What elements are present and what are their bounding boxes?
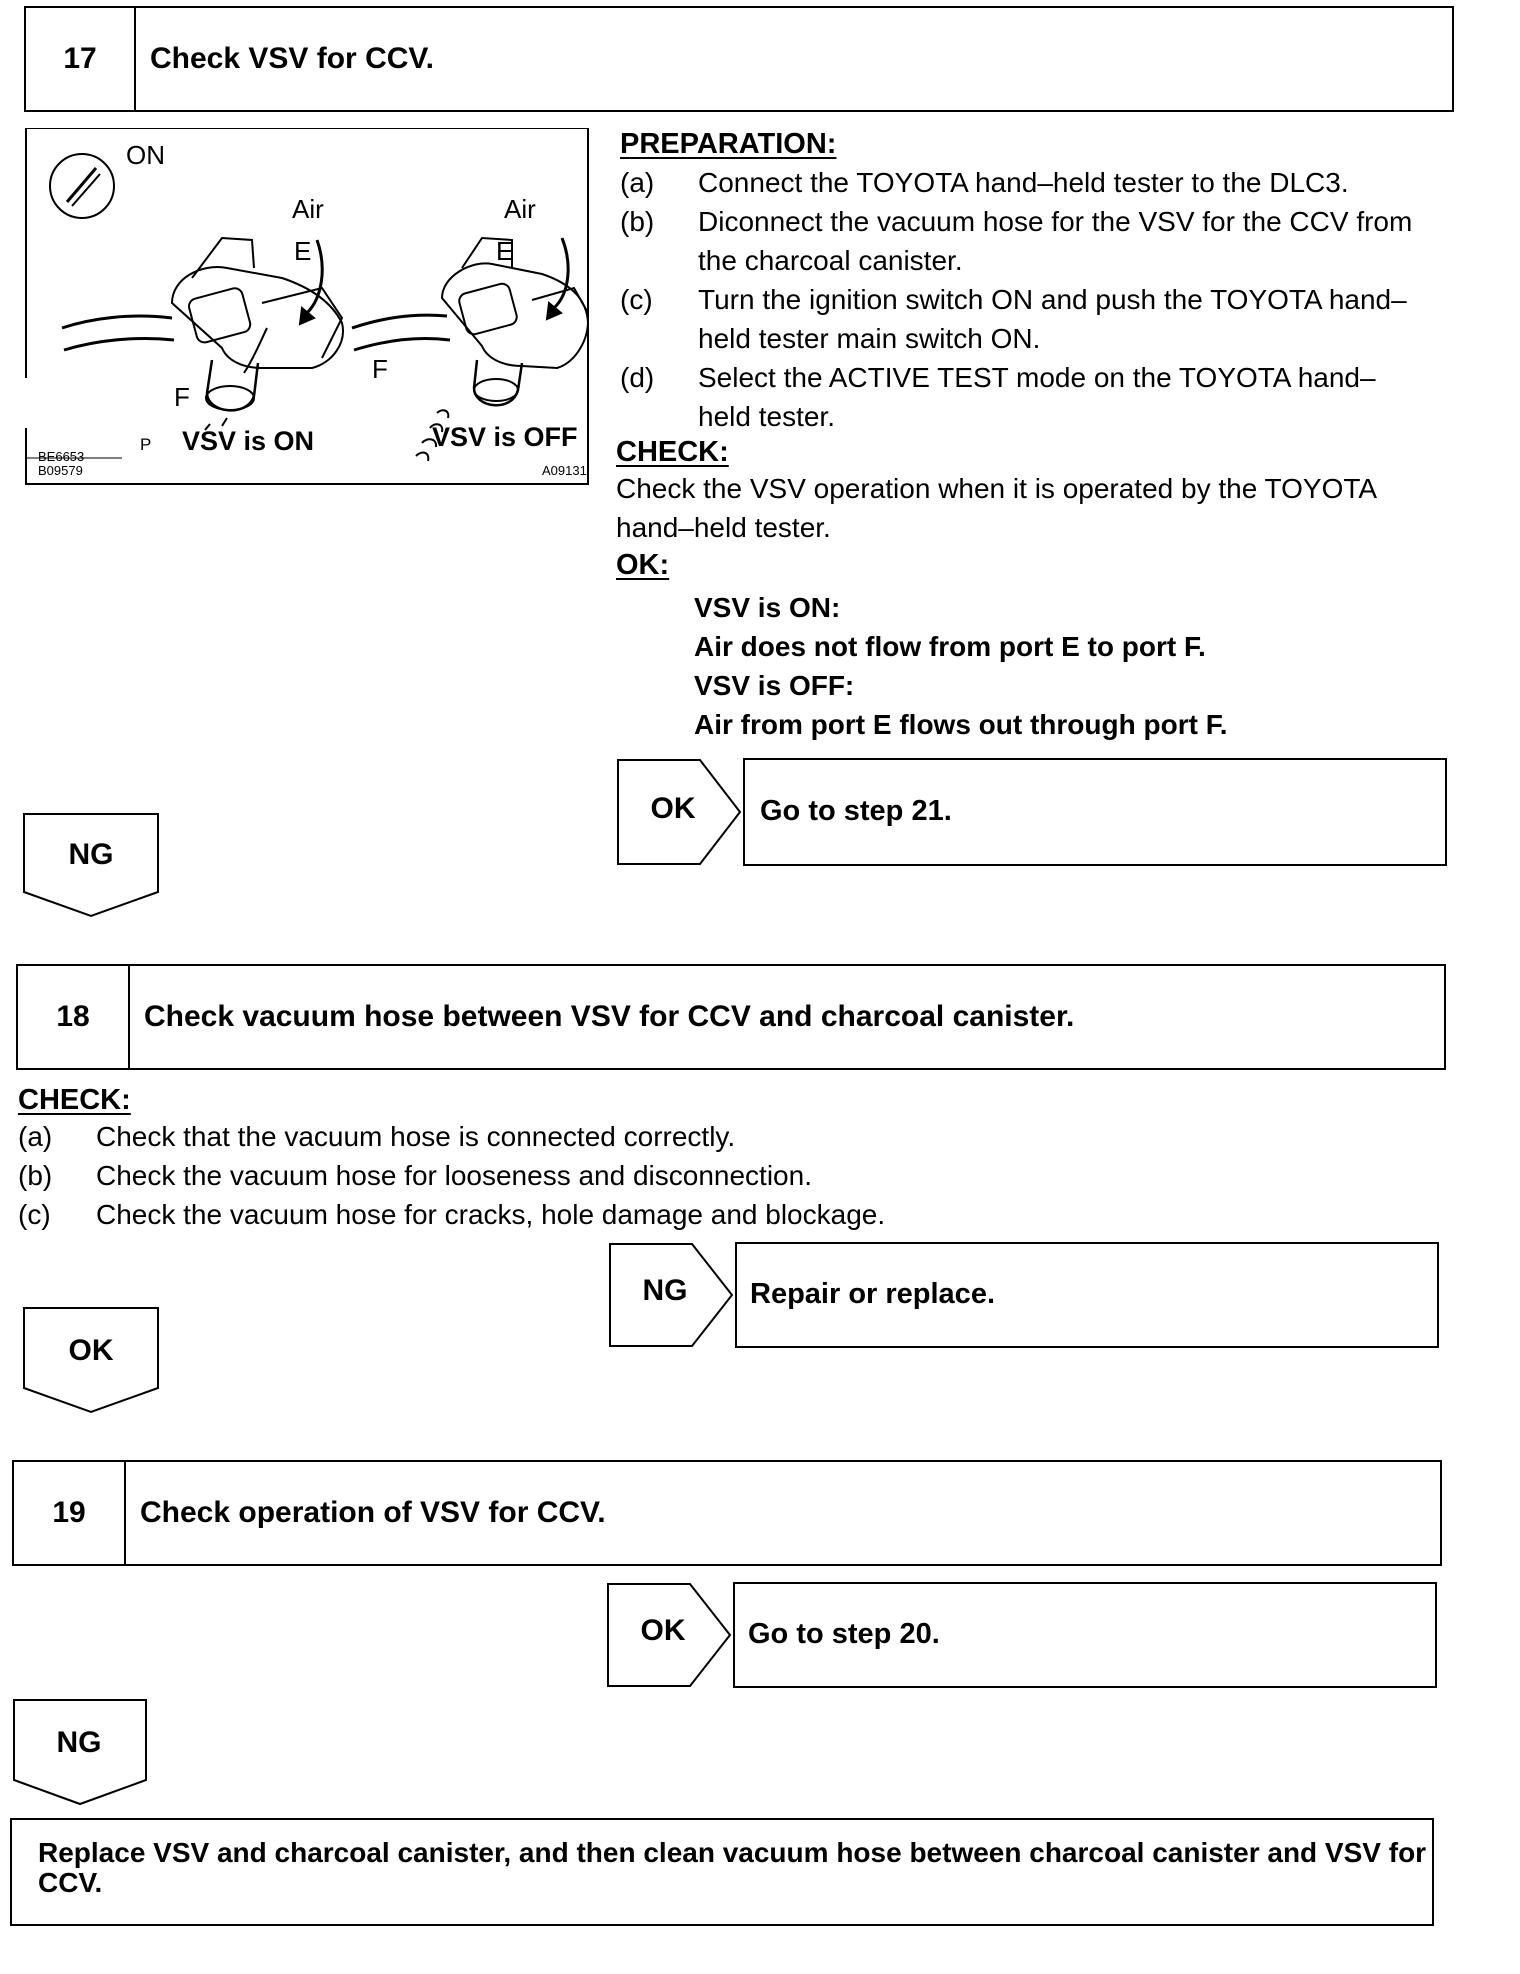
prep-item-label: (a)	[620, 167, 655, 198]
step-19-result-label: OK	[640, 1614, 686, 1647]
figure-p-label: P	[140, 435, 152, 454]
prep-item-label: (c)	[620, 284, 653, 315]
vsv-left-drawing	[62, 238, 343, 430]
step-17-preparation	[620, 128, 1460, 436]
check-item-text: Check the vacuum hose for looseness and disconnection.	[96, 1160, 812, 1191]
figure-air-left: Air	[292, 194, 324, 224]
figure-vsv-off-label: VSV is OFF	[432, 422, 578, 452]
prep-item-c	[620, 280, 1460, 358]
check-heading: CHECK:	[18, 1084, 131, 1116]
step-17-next-label: NG	[68, 838, 114, 871]
check-item-text: Check that the vacuum hose is connected correctly.	[96, 1121, 736, 1152]
prep-item-label: (b)	[620, 206, 655, 237]
check-item-a	[18, 1117, 1118, 1156]
prep-item-b	[620, 202, 1460, 280]
check-line-1: Check the VSV operation when it is operated by the TOYOTA	[616, 473, 1378, 504]
step-17-result-label: OK	[650, 792, 696, 825]
prep-item-d	[620, 358, 1460, 436]
figure-port-e-right: E	[496, 236, 514, 266]
prep-item-text-cont: held tester main switch ON.	[698, 323, 1041, 354]
step-18-result-text: Repair or replace.	[750, 1278, 995, 1310]
step-18-result-label: NG	[642, 1274, 688, 1307]
check-item-label: (a)	[18, 1121, 53, 1152]
step-19-title: Check operation of VSV for CCV.	[140, 1496, 606, 1529]
figure-port-f-right: F	[372, 354, 388, 384]
step-17-number: 17	[26, 8, 136, 110]
figure-code-2: B09579	[38, 463, 83, 478]
step-18-title: Check vacuum hose between VSV for CCV and charcoal canister.	[144, 1000, 1075, 1033]
prep-item-label: (d)	[620, 362, 655, 393]
ok-line-3: VSV is OFF:	[694, 670, 855, 701]
figure-code-1: BE6653	[38, 449, 85, 464]
ok-line-1: VSV is ON:	[694, 592, 841, 623]
step-19-next-label: NG	[56, 1726, 102, 1759]
prep-item-text-cont: the charcoal canister.	[698, 245, 963, 276]
check-item-b	[18, 1156, 1118, 1195]
step-19-header	[12, 1460, 1442, 1566]
check-item-c	[18, 1195, 1118, 1234]
prep-item-a	[620, 163, 1460, 202]
step-17-header	[24, 6, 1454, 112]
final-action-text: Replace VSV and charcoal canister, and then clean vacuum hose between charcoal canister and VSV for CCV.	[38, 1837, 1427, 1898]
figure-code-3: A09131	[542, 463, 587, 478]
preparation-heading: PREPARATION:	[620, 128, 837, 160]
prep-item-text-cont: held tester.	[698, 401, 835, 432]
figure-air-right: Air	[504, 194, 536, 224]
figure-port-e-left: E	[294, 236, 312, 266]
check-line-2: hand–held tester.	[616, 512, 831, 543]
step-17-result-text: Go to step 21.	[760, 795, 952, 827]
prep-item-text: Turn the ignition switch ON and push the TOYOTA hand–	[698, 284, 1407, 315]
ok-line-2: Air does not flow from port E to port F.	[694, 631, 1206, 662]
check-item-label: (c)	[18, 1199, 51, 1230]
check-item-text: Check the vacuum hose for cracks, hole damage and blockage.	[96, 1199, 886, 1230]
vsv-figure	[22, 128, 590, 488]
step-18-check	[18, 1084, 1118, 1234]
figure-vsv-on-label: VSV is ON	[182, 426, 315, 456]
step-17-check	[616, 436, 1460, 744]
step-18-number: 18	[18, 966, 130, 1068]
step-19-result-text: Go to step 20.	[748, 1618, 940, 1650]
prep-item-text: Select the ACTIVE TEST mode on the TOYOTA hand–	[698, 362, 1376, 393]
step-17-title: Check VSV for CCV.	[150, 42, 434, 75]
figure-port-f-left: F	[174, 382, 190, 412]
figure-on-label: ON	[126, 140, 165, 170]
check-item-label: (b)	[18, 1160, 53, 1191]
check-heading: CHECK:	[616, 436, 729, 468]
step-18-header	[16, 964, 1446, 1070]
step-18-next-label: OK	[68, 1334, 114, 1367]
prep-item-text: Connect the TOYOTA hand–held tester to the DLC3.	[698, 167, 1349, 198]
ok-heading: OK:	[616, 549, 670, 581]
step-19-number: 19	[14, 1462, 126, 1564]
prep-item-text: Diconnect the vacuum hose for the VSV for the CCV from	[698, 206, 1413, 237]
ok-line-4: Air from port E flows out through port F.	[694, 709, 1228, 740]
